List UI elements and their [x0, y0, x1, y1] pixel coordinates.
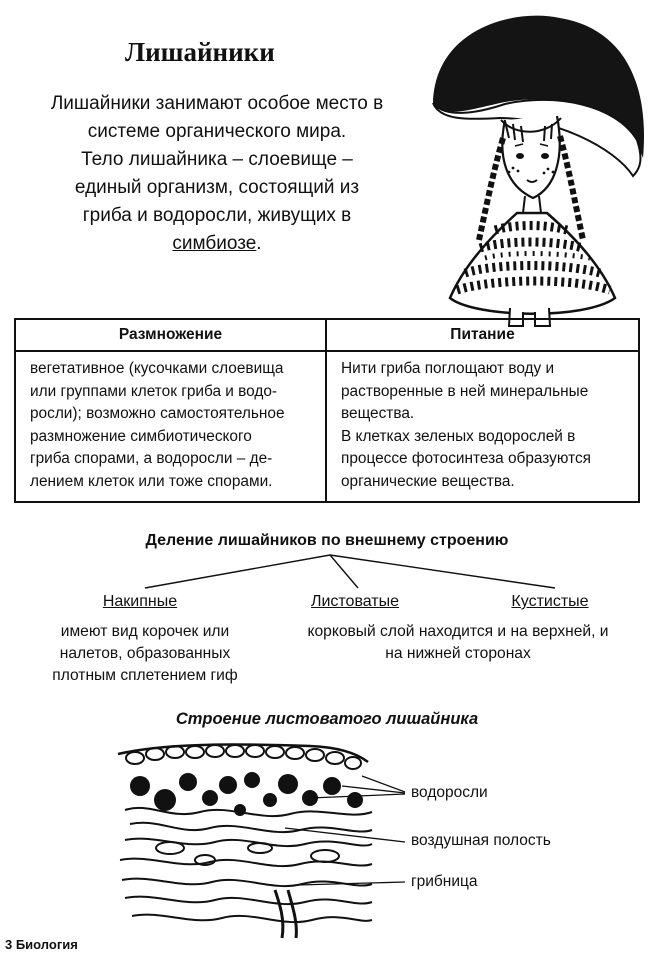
- intro-line: Лишайники занимают особое место в: [50, 93, 384, 114]
- reproduction-header: Размножение: [15, 319, 326, 351]
- branch-line-left: [145, 555, 330, 588]
- intro-line: системе органического мира.: [87, 121, 347, 142]
- branch-line-middle: [330, 555, 358, 588]
- cell-line: или группами клеток гриба и водо-: [30, 382, 278, 400]
- crustose-description: [30, 621, 260, 687]
- intro-line: гриба и водоросли, живущих в: [82, 205, 352, 226]
- mushroom-girl-illustration: [405, 8, 654, 338]
- lichen-structure-diagram: [110, 740, 420, 940]
- cell-line: растворенные в ней минеральные: [341, 382, 589, 400]
- intro-line: [22, 230, 412, 258]
- label-air-cavity: воздушная полость: [411, 832, 551, 849]
- label-mycelium: грибница: [411, 873, 478, 890]
- page-title: Лишайники: [125, 37, 275, 67]
- cell-line: росли); возможно самостоятельное: [30, 405, 285, 422]
- category-crustose: Накипные: [102, 593, 178, 610]
- cell-line: органические вещества.: [341, 472, 515, 490]
- cell-line: вегетативное (кусочками слоевища: [30, 360, 284, 377]
- cell-line: лением клеток или тоже спорами.: [30, 472, 273, 490]
- desc-line: корковый слой находится и на верхней, и: [307, 623, 609, 640]
- reproduction-cell: [15, 351, 326, 502]
- nutrition-header: Питание: [326, 319, 639, 351]
- cell-line: процессе фотосинтеза образуются: [341, 450, 591, 467]
- desc-line: плотным сплетением гиф: [52, 667, 238, 684]
- page-footer: 3 Биология: [5, 937, 78, 952]
- label-algae: водоросли: [411, 784, 488, 801]
- category-fruticose: Кустистые: [511, 593, 589, 610]
- table-header-row: [15, 319, 639, 351]
- info-table: [14, 318, 640, 503]
- desc-line: налетов, образованных: [59, 645, 231, 662]
- category-foliose: Листоватые: [310, 593, 400, 610]
- intro-period: .: [256, 233, 262, 254]
- division-title: Деление лишайников по внешнему строению: [145, 532, 509, 549]
- table-row: [15, 351, 639, 502]
- desc-line: имеют вид корочек или: [60, 623, 230, 640]
- structure-title: Строение листоватого лишайника: [175, 710, 479, 728]
- desc-line: на нижней сторонах: [385, 645, 531, 662]
- cell-line: гриба спорами, а водоросли – де-: [30, 450, 273, 467]
- cell-line: вещества.: [341, 405, 415, 422]
- intro-paragraph: [22, 90, 412, 258]
- division-branch-lines: [0, 550, 654, 595]
- intro-line: единый организм, состоящий из: [74, 177, 360, 198]
- foliose-description: [272, 621, 644, 665]
- cell-line: Нити гриба поглощают воду и: [341, 360, 555, 377]
- intro-line: Тело лишайника – слоевище –: [81, 149, 353, 170]
- cell-line: размножение симбиотического: [30, 427, 252, 445]
- branch-line-right: [330, 555, 555, 588]
- symbiosis-term: симбиозе: [172, 233, 257, 254]
- nutrition-cell: [326, 351, 639, 502]
- cell-line: В клетках зеленых водорослей в: [341, 427, 576, 445]
